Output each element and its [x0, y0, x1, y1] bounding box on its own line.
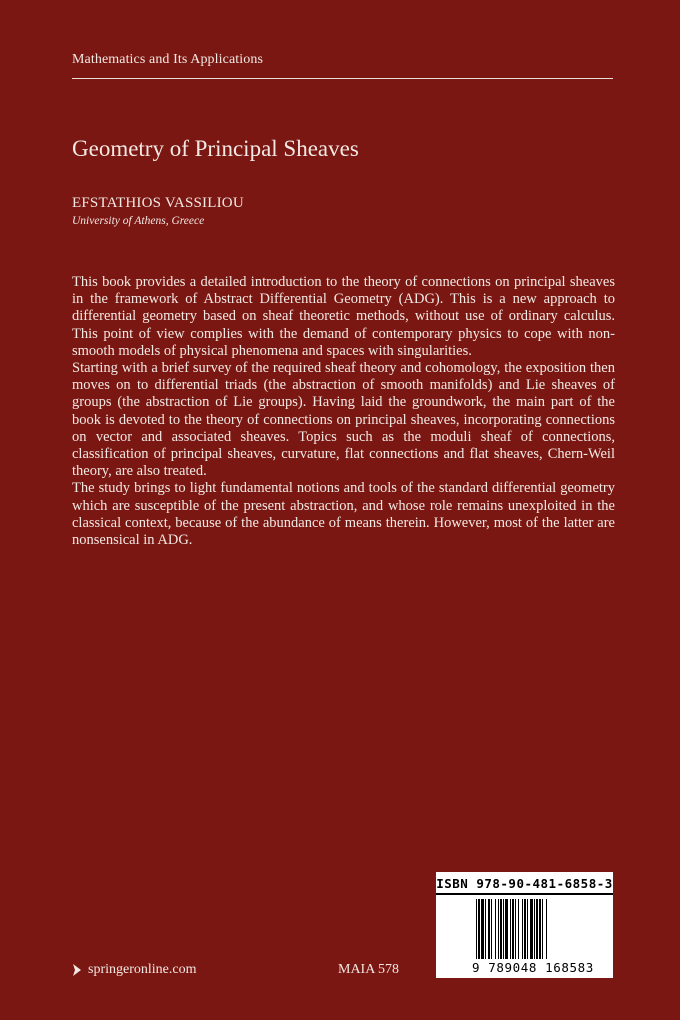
barcode-bar — [534, 899, 535, 959]
chevron-right-icon — [72, 964, 82, 976]
isbn-text: ISBN 978-90-481-6858-3 — [436, 876, 613, 891]
barcode-bar — [510, 899, 511, 959]
barcode-bar — [524, 899, 526, 959]
barcode-bar — [527, 899, 528, 959]
barcode-bar — [530, 899, 533, 959]
barcode-bar — [491, 899, 492, 959]
barcode-bar — [522, 899, 523, 959]
blurb-paragraph-2: Starting with a brief survey of the required sheaf theory and cohomology, the exposition then moves on to differential triads (the abstraction of smooth manifolds) and Lie sheaves of groups (the abstraction of Lie groups). Having laid the groundwork, the main part of the book is devoted to the theory of connections on principal sheaves, incorporating connections on vector and associated sheaves. Topics such as the moduli sheaf of connections, classification of principal sheaves, curvature, flat connections and flat sheaves, Chern-Weil theory, are also treated. — [72, 360, 615, 480]
barcode-bar — [505, 899, 508, 959]
header-rule — [72, 78, 613, 79]
barcode-bar — [500, 899, 502, 959]
barcode-bar — [495, 899, 496, 959]
barcode-bar — [478, 899, 480, 959]
series-name: Mathematics and Its Applications — [72, 52, 263, 67]
barcode-bar — [476, 899, 477, 959]
barcode-bar — [536, 899, 538, 959]
barcode-bar — [546, 899, 547, 959]
barcode-bar — [518, 899, 519, 959]
series-number: MAIA 578 — [338, 962, 400, 977]
barcode-bar — [488, 899, 490, 959]
blurb-paragraph-1: This book provides a detailed introduction to the theory of connections on principal sheaves in the framework of Abstract Differential Geometry (ADG). This is a new approach to differential geometry based on sheaf theoretic methods, without use of ordinary calculus. This point of view complies with the demand of contemporary physics to cope with non-smooth models of physical phenomena and spaces with singularities. — [72, 274, 615, 359]
barcode-box — [436, 872, 613, 978]
barcode-bar — [485, 899, 486, 959]
publisher-link[interactable] — [72, 962, 196, 978]
blurb — [72, 274, 615, 549]
barcode-bar — [542, 899, 543, 959]
author-affiliation: University of Athens, Greece — [72, 215, 205, 227]
barcode-bar — [515, 899, 516, 959]
barcode-bar — [539, 899, 541, 959]
blurb-paragraph-3: The study brings to light fundamental notions and tools of the standard differential geometry which are susceptible of the present abstraction, and whose role remains unexploited in the classical context, because of the abundance of means therein. However, most of the latter are nonsensical in ADG. — [72, 480, 615, 549]
author-name: EFSTATHIOS VASSILIOU — [72, 195, 244, 211]
ean-digits: 9 789048 168583 — [472, 960, 594, 975]
barcode-bar — [512, 899, 514, 959]
publisher-website[interactable]: springeronline.com — [88, 962, 197, 977]
barcode-icon — [476, 899, 576, 961]
book-title: Geometry of Principal Sheaves — [72, 136, 359, 161]
barcode-bar — [498, 899, 499, 959]
barcode-bar — [481, 899, 484, 959]
barcode-bar — [503, 899, 504, 959]
isbn-rule — [436, 893, 613, 895]
